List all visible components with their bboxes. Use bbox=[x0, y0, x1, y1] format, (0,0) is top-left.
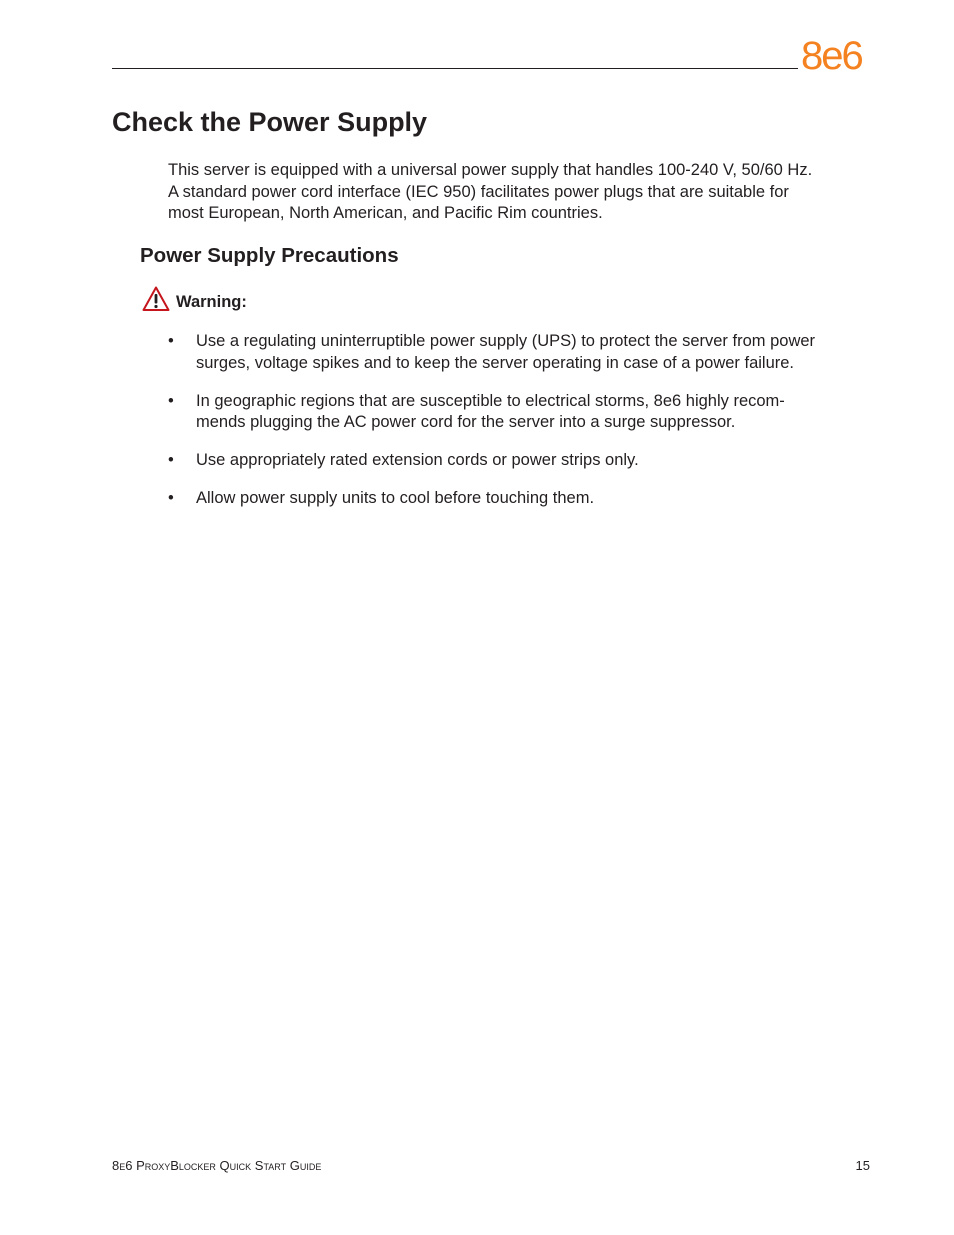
warning-label: Warning: bbox=[176, 292, 247, 311]
list-item bbox=[168, 391, 858, 434]
intro-paragraph bbox=[168, 160, 858, 225]
list-item-line: surges, voltage spikes and to keep the server operating in case of a power failure. bbox=[196, 353, 795, 372]
footer-doc-title: 8e6 ProxyBlocker Quick Start Guide bbox=[112, 1158, 322, 1173]
intro-line: most European, North American, and Pacific Rim countries. bbox=[168, 204, 603, 222]
warning-heading bbox=[142, 284, 247, 314]
list-item bbox=[168, 488, 858, 510]
list-item-line: mends plugging the AC power cord for the server into a surge suppressor. bbox=[196, 413, 736, 431]
list-item-line: Allow power supply units to cool before touching them. bbox=[196, 489, 595, 507]
list-item bbox=[168, 331, 858, 374]
bullet-marker: • bbox=[168, 332, 174, 350]
warning-triangle-icon bbox=[142, 285, 170, 313]
brand-logo bbox=[800, 34, 872, 74]
footer-page-number: 15 bbox=[855, 1158, 870, 1173]
bullet-marker: • bbox=[168, 391, 174, 410]
page-title: Check the Power Supply bbox=[112, 107, 428, 137]
list-item bbox=[168, 450, 858, 472]
intro-line: A standard power cord interface (IEC 950) facilitates power plugs that are suitable for bbox=[168, 182, 789, 201]
header-rule bbox=[112, 68, 798, 69]
list-item-line: In geographic regions that are susceptible to electrical storms, 8e6 highly recom- bbox=[196, 391, 785, 410]
logo-text: 8e6 bbox=[801, 34, 862, 74]
precautions-list bbox=[168, 331, 858, 526]
intro-line: This server is equipped with a universal power supply that handles 100-240 V, 50/60 Hz. bbox=[168, 161, 813, 179]
list-item-line: Use appropriately rated extension cords or power strips only. bbox=[196, 451, 639, 469]
section-title: Power Supply Precautions bbox=[140, 244, 399, 267]
bullet-marker: • bbox=[168, 451, 174, 469]
list-item-line: Use a regulating uninterruptible power supply (UPS) to protect the server from power bbox=[196, 332, 816, 350]
bullet-marker: • bbox=[168, 489, 174, 507]
